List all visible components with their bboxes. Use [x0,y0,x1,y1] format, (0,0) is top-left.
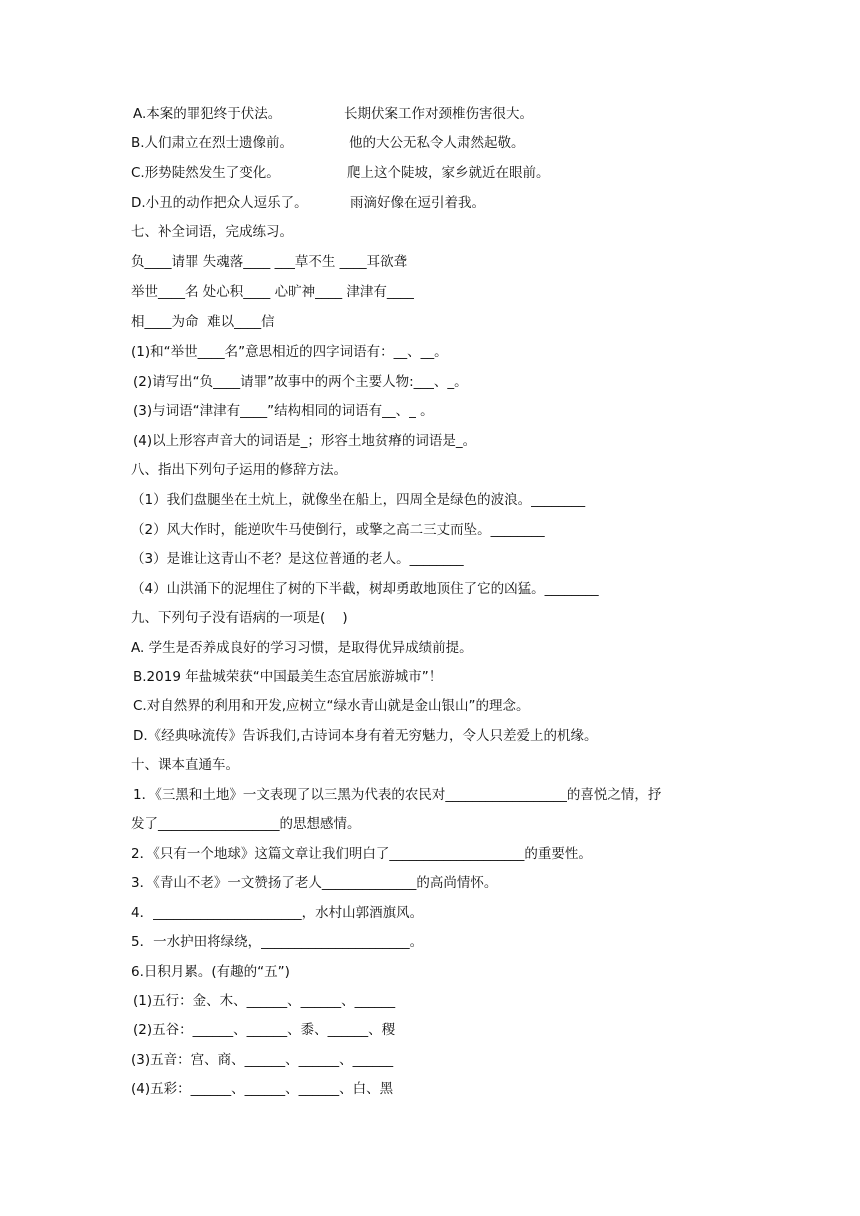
five-tones: (3)五音：宫、商、______、______、______ [131,1052,394,1068]
rhetoric-sentence-2: （2）风大作时，能逆吹牛马使倒行，或擎之高二三丈而坠。________ [131,522,545,538]
textbook-question-4: 4．______________________，水村山郭酒旗风。 [131,905,424,921]
section-8-title: 八、指出下列句子运用的修辞方法。 [131,462,347,478]
idiom-question-4: (4)以上形容声音大的词语是_；形容土地贫瘠的词语是_。 [133,433,477,449]
rhetoric-sentence-1: （1）我们盘腿坐在土炕上，就像坐在船上，四周全是绿色的波浪。________ [131,492,586,508]
option-c-left: C.形势陡然发生了变化。 [131,165,280,181]
idiom-row-1: 负____请罪 失魂落____ ___草不生 ____耳欲聋 [131,254,408,270]
option-a-right: 长期伏案工作对颈椎伤害很大。 [344,106,533,122]
idiom-question-1: (1)和“举世____名”意思相近的四字词语有：__、__。 [131,344,448,360]
option-a-left: A.本案的罪犯终于伏法。 [133,106,282,122]
grammar-option-a: A. 学生是否养成良好的学习习惯，是取得优异成绩前提。 [131,640,473,656]
grammar-option-c: C.对自然界的利用和开发,应树立“绿水青山就是金山银山”的理念。 [133,698,530,714]
rhetoric-sentence-4: （4）山洪涌下的泥埋住了树的下半截，树却勇敢地顶住了它的凶猛。________ [131,581,599,597]
textbook-question-2: 2．《只有一个地球》这篇文章让我们明白了____________________的重要性。 [131,846,592,862]
option-b-left: B.人们肃立在烈士遗像前。 [131,135,294,151]
rhetoric-sentence-3: （3）是谁让这青山不老？是这位普通的老人。________ [131,551,464,567]
idiom-row-2: 举世____名 处心积____ 心旷神____ 津津有____ [131,284,414,300]
five-colors: (4)五彩：______、______、______、白、黑 [131,1081,394,1097]
idiom-question-2: (2)请写出“负____请罪”故事中的两个主要人物:___、_。 [133,374,468,390]
grammar-option-b: B.2019 年盐城荣获“中国最美生态宜居旅游城市”！ [133,669,443,685]
textbook-question-6: 6.日积月累。(有趣的“五”) [131,964,290,980]
idiom-question-3: (3)与词语“津津有____”结构相同的词语有__、_ 。 [133,403,434,419]
section-10-title: 十、课本直通车。 [131,757,239,773]
textbook-question-5: 5．一水护田将绿绕，______________________。 [131,934,424,950]
option-c-right: 爬上这个陡坡，家乡就近在眼前。 [347,165,550,181]
textbook-question-3: 3．《青山不老》一文赞扬了老人______________的高尚情怀。 [131,875,498,891]
textbook-question-1b: 发了__________________的思想感情。 [131,816,361,832]
option-d-left: D.小丑的动作把众人逗乐了。 [131,195,308,211]
option-b-right: 他的大公无私令人肃然起敬。 [349,135,525,151]
textbook-question-1a: 1．《三黑和土地》一文表现了以三黑为代表的农民对__________________的喜悦之情，抒 [133,787,662,803]
five-grains: (2)五谷：______、______、黍、______、稷 [133,1022,396,1038]
option-d-right: 雨滴好像在逗引着我。 [350,195,485,211]
five-elements: (1)五行：金、木、______、______、______ [133,993,396,1009]
idiom-row-3: 相____为命 难以____信 [131,314,275,330]
grammar-option-d: D.《经典咏流传》告诉我们,古诗词本身有着无穷魅力，令人只差爱上的机缘。 [133,728,598,744]
section-9-title: 九、下列句子没有语病的一项是( ) [131,610,348,626]
section-7-title: 七、补全词语，完成练习。 [131,224,293,240]
